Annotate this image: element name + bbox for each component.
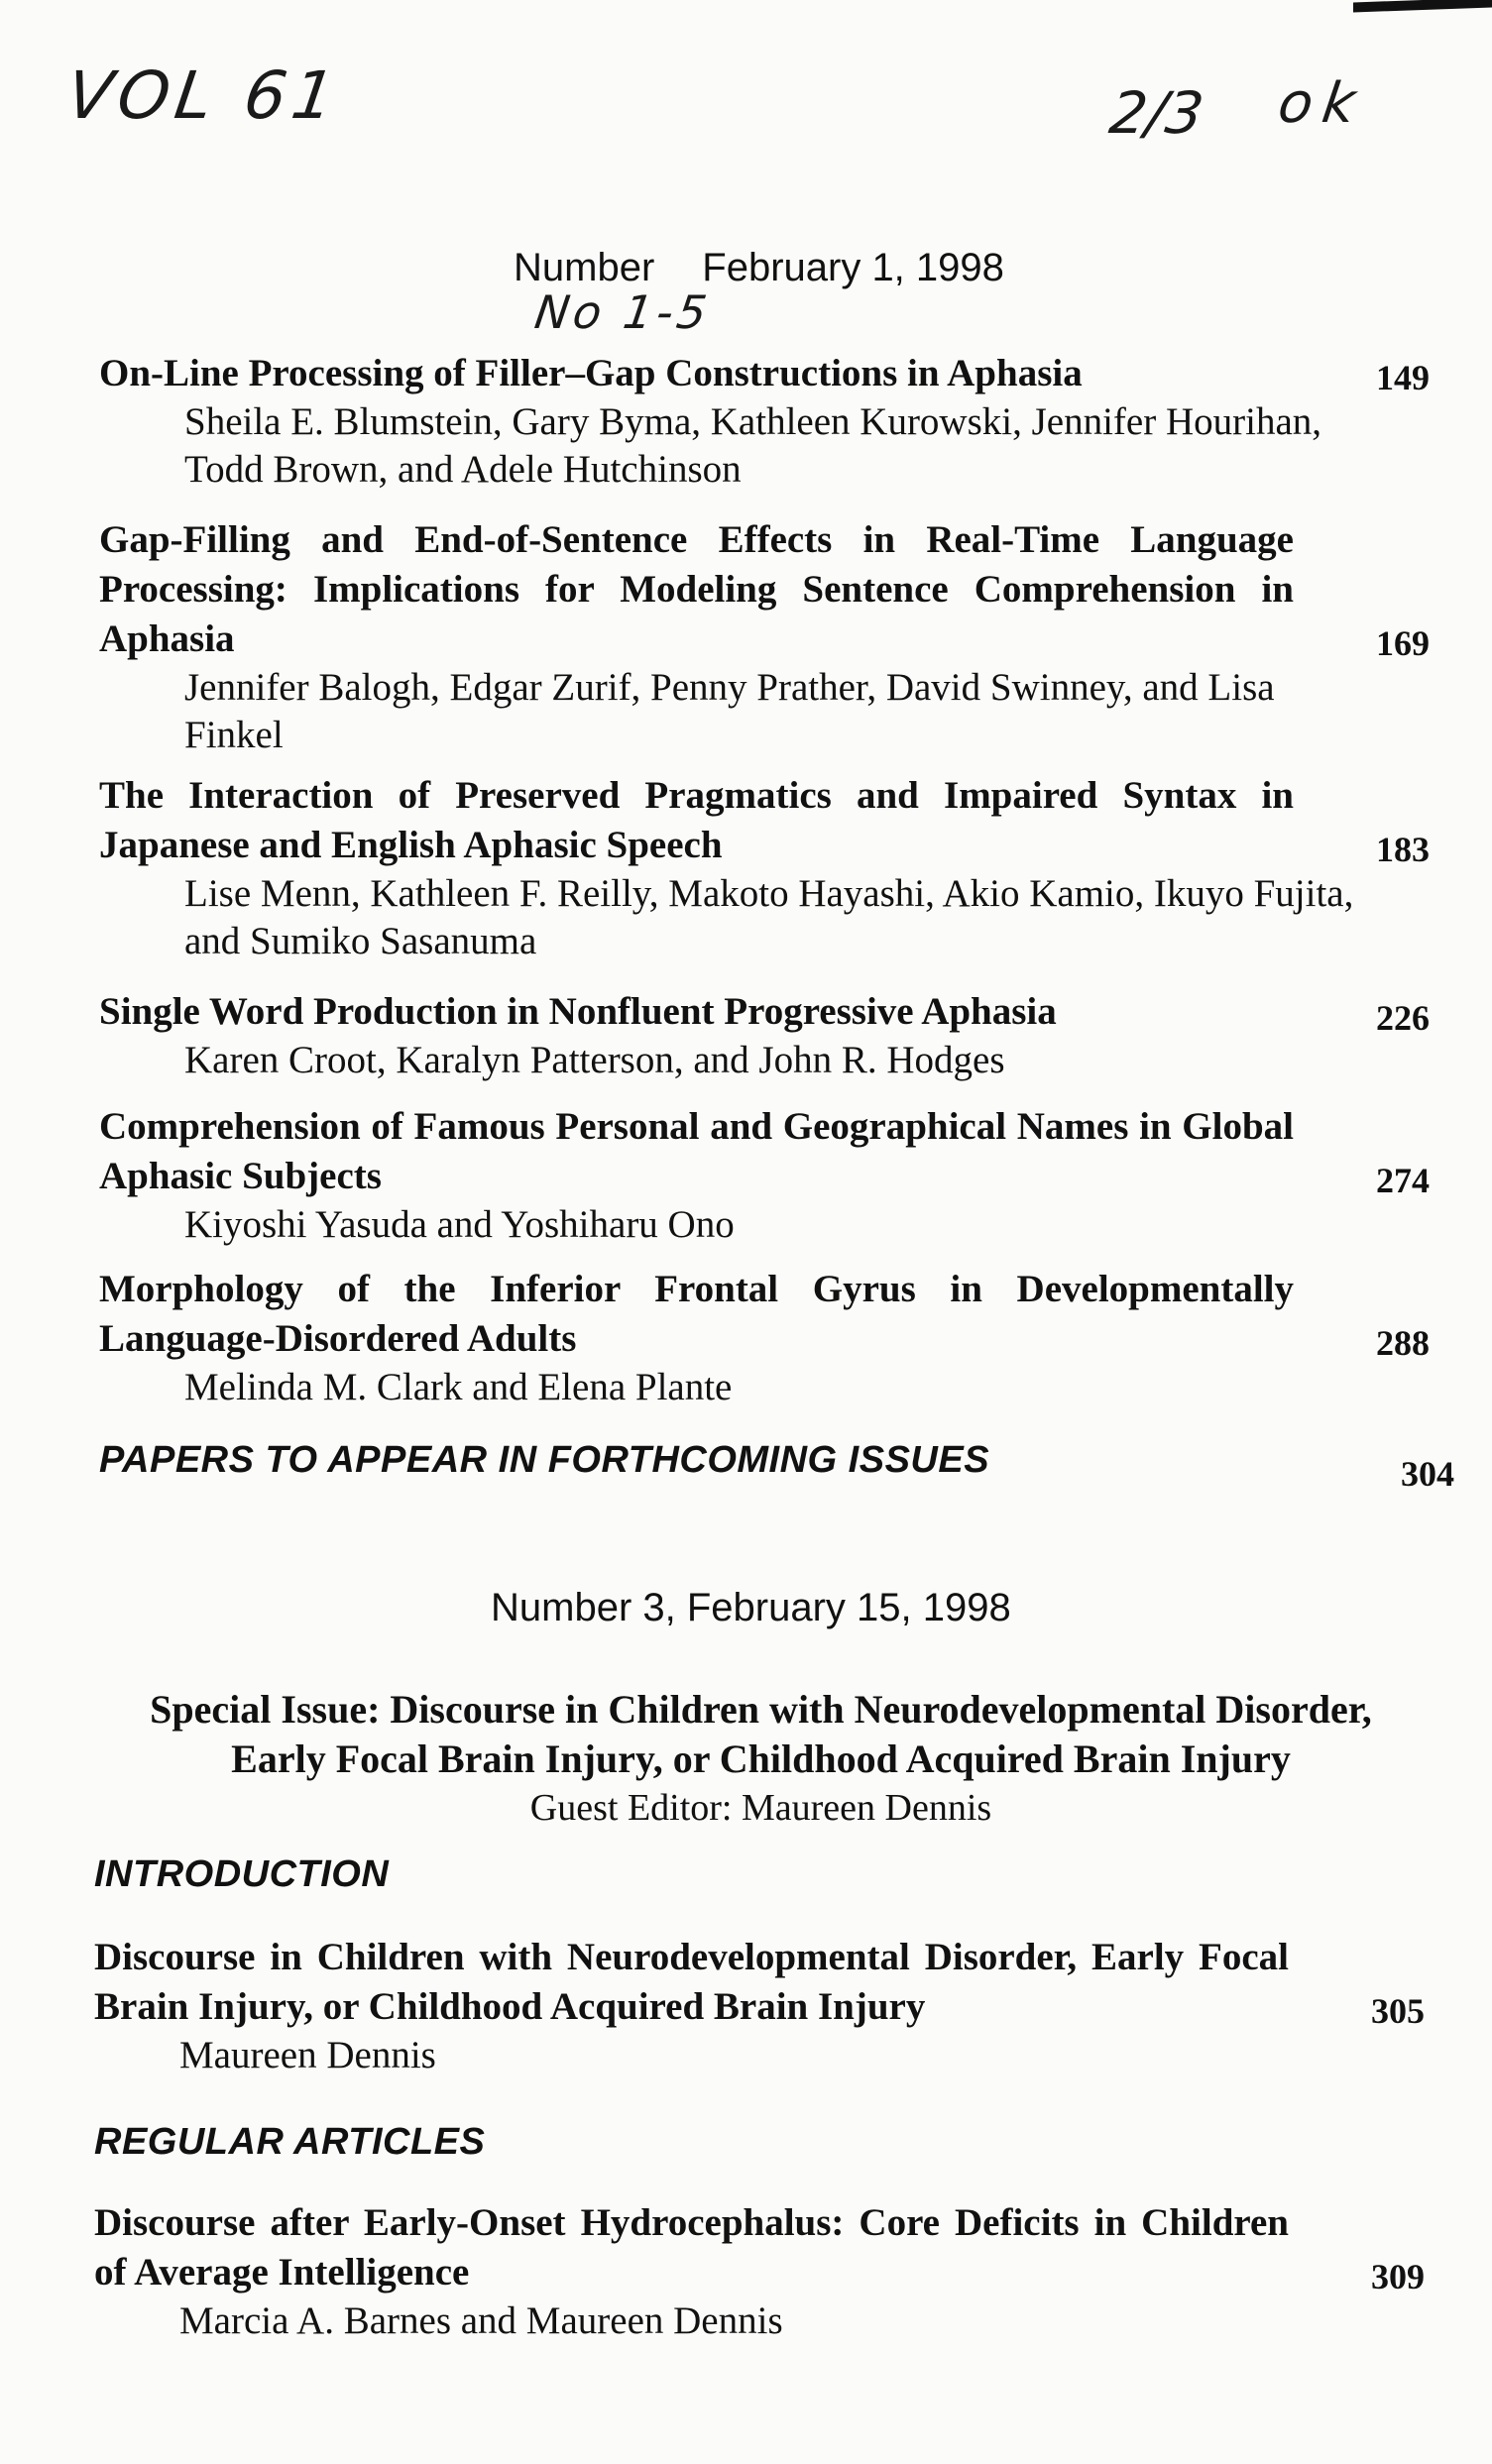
article-title[interactable]: Gap-Filling and End-of-Sentence Effects in Real-Time Language Processing: Implications for Modeling Sentence Comprehension in Aphasia — [99, 518, 1294, 660]
article-authors: Sheila E. Blumstein, Gary Byma, Kathleen Kurowski, Jennifer Hourihan, Todd Brown, and Adele Hutchinson — [184, 400, 1322, 491]
page-number: 149 — [1376, 358, 1430, 397]
handwritten-numbers: No 1-5 — [531, 285, 715, 339]
page-number: 169 — [1376, 623, 1430, 663]
special-issue-title-line2: Early Focal Brain Injury, or Childhood Acquired Brain Injury — [231, 1736, 1291, 1781]
article-authors: Marcia A. Barnes and Maureen Dennis — [179, 2299, 783, 2342]
special-issue-heading — [94, 1685, 1428, 1832]
handwritten-volume: VOL 61 — [61, 57, 346, 134]
article-authors: Lise Menn, Kathleen F. Reilly, Makoto Hayashi, Akio Kamio, Ikuyo Fujita, and Sumiko Sasanuma — [184, 872, 1354, 962]
page-number: 183 — [1376, 830, 1430, 869]
page-number: 226 — [1376, 998, 1430, 1038]
article-title[interactable]: Single Word Production in Nonfluent Progressive Aphasia — [99, 990, 1057, 1033]
toc-entry[interactable] — [94, 1933, 1462, 2079]
issue-1-label: Number — [514, 246, 655, 289]
article-title[interactable]: Discourse after Early-Onset Hydrocephalus: Core Deficits in Children of Average Intelligence — [94, 2201, 1289, 2294]
article-authors: Kiyoshi Yasuda and Yoshiharu Ono — [184, 1203, 735, 1246]
article-authors: Maureen Dennis — [179, 2034, 436, 2076]
article-authors: Melinda M. Clark and Elena Plante — [184, 1366, 733, 1408]
forthcoming-label[interactable]: PAPERS TO APPEAR IN FORTHCOMING ISSUES — [99, 1439, 990, 1481]
handwritten-fraction: 2/3 — [1105, 79, 1208, 147]
article-title[interactable]: The Interaction of Preserved Pragmatics and Impaired Syntax in Japanese and English Aphasic Speech — [99, 774, 1294, 866]
page-number: 309 — [1371, 2257, 1425, 2296]
handwritten-ok: ok — [1274, 71, 1370, 136]
article-title[interactable]: Morphology of the Inferior Frontal Gyrus in Developmentally Language-Disordered Adults — [99, 1268, 1294, 1360]
forthcoming-page-number: 304 — [1401, 1454, 1454, 1494]
toc-entry[interactable] — [99, 349, 1467, 494]
article-title[interactable]: On-Line Processing of Filler–Gap Constructions in Aphasia — [99, 352, 1083, 394]
toc-entry[interactable] — [99, 1102, 1467, 1249]
article-title[interactable]: Discourse in Children with Neurodevelopmental Disorder, Early Focal Brain Injury, or Childhood Acquired Brain Injury — [94, 1936, 1289, 2028]
article-title[interactable]: Comprehension of Famous Personal and Geographical Names in Global Aphasic Subjects — [99, 1105, 1294, 1197]
article-authors: Karen Croot, Karalyn Patterson, and John R. Hodges — [184, 1039, 1005, 1081]
toc-entry[interactable] — [99, 987, 1467, 1084]
article-authors: Jennifer Balogh, Edgar Zurif, Penny Prather, David Swinney, and Lisa Finkel — [184, 666, 1275, 756]
guest-editor: Guest Editor: Maureen Dennis — [529, 1787, 992, 1829]
scan-edge-mark — [1353, 0, 1492, 12]
regular-articles-label: REGULAR ARTICLES — [94, 2121, 486, 2163]
introduction-label: INTRODUCTION — [94, 1853, 390, 1895]
toc-entry[interactable] — [99, 1265, 1467, 1411]
page-number: 305 — [1371, 1991, 1425, 2031]
page-number: 274 — [1376, 1161, 1430, 1200]
toc-entry[interactable] — [99, 771, 1467, 965]
page-number: 288 — [1376, 1323, 1430, 1363]
issue-1-heading — [514, 246, 1004, 290]
issue-3-heading: Number 3, February 15, 1998 — [491, 1586, 1011, 1629]
toc-entry[interactable] — [99, 515, 1467, 759]
toc-entry[interactable] — [94, 2198, 1462, 2345]
special-issue-title-line1: Special Issue: Discourse in Children with Neurodevelopmental Disorder, — [150, 1687, 1372, 1732]
issue-1-date: February 1, 1998 — [702, 246, 1004, 289]
